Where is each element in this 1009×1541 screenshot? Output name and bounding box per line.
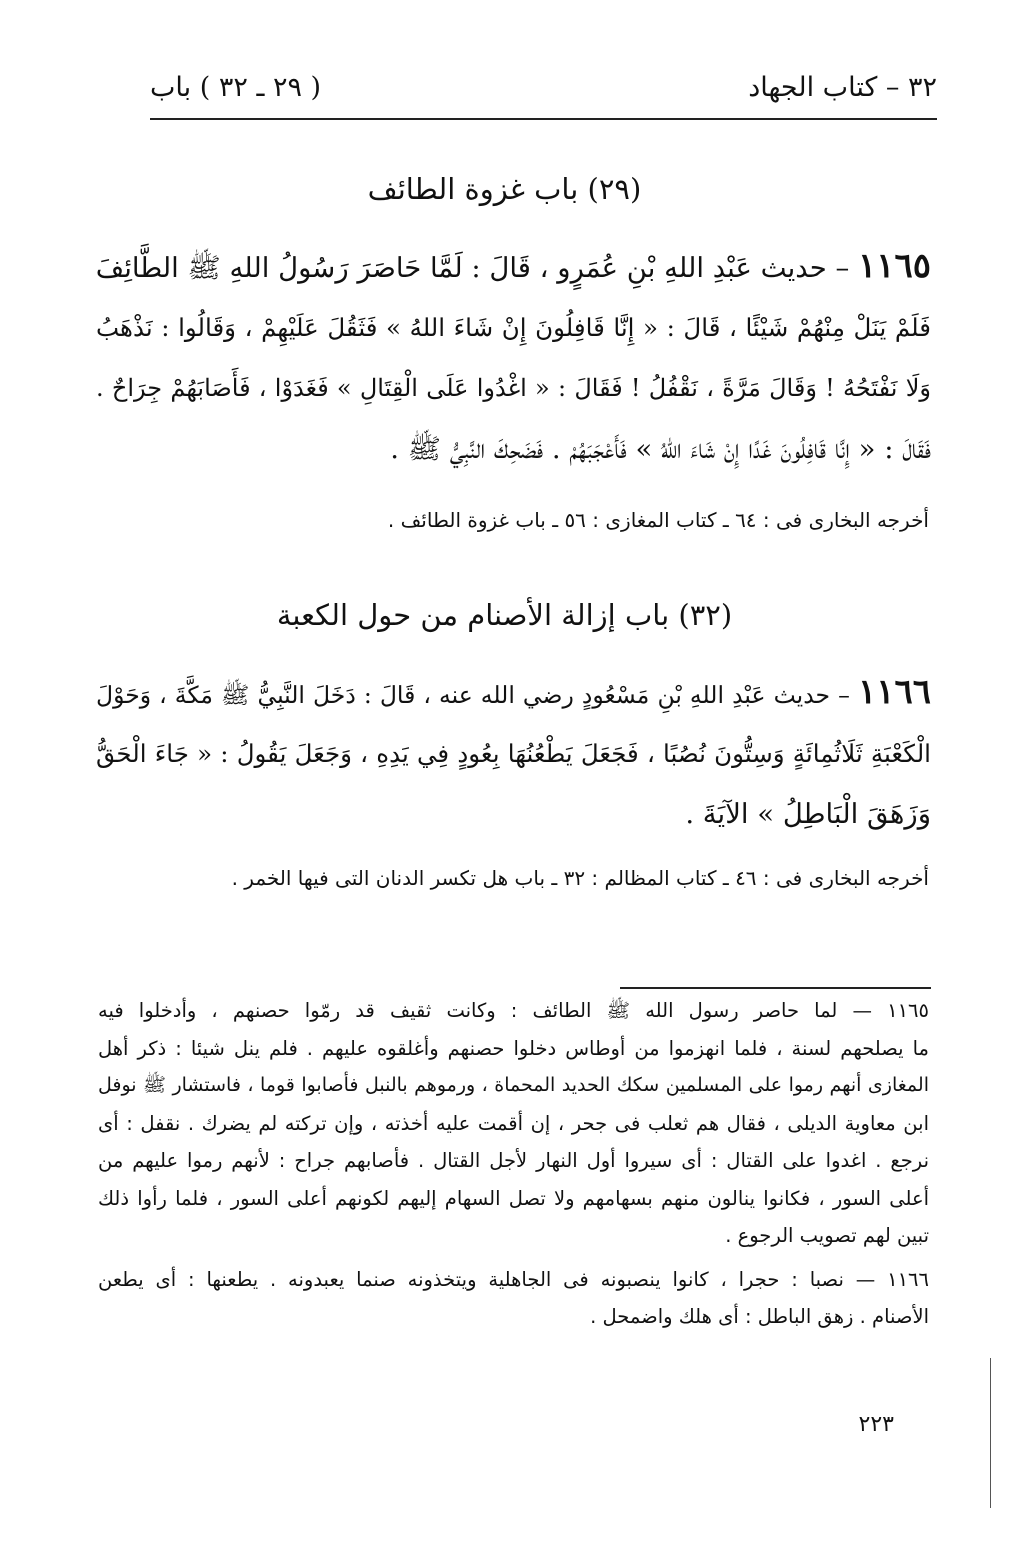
header-section-range: ( ٢٩ ـ ٣٢ ) باب <box>150 71 322 103</box>
footnote-line: أعلى السور ، فكانوا ينالون منهم بسهامهم ولا تصل السهام إليهم لكونهم أعلى السور ، فلما رأوا ذلك <box>98 1186 929 1210</box>
hadith-line: ١١٦٦ – حديث عَبْدِ اللهِ بْنِ مَسْعُودٍ رضي الله عنه ، قَالَ : دَخَلَ النَّبِيُّ ﷺ مَكَّةَ ، وَحَوْلَ <box>96 672 931 712</box>
hadith-number: ١١٦٥ <box>857 246 931 286</box>
section-title-32: (٣٢) باب إزالة الأصنام من حول الكعبة <box>276 598 733 632</box>
hadith-line: ١١٦٥ – حديث عَبْدِ اللهِ بْنِ عُمَرٍو ، قَالَ : لَمَّا حَاصَرَ رَسُولُ اللهِ ﷺ الطَّائِفَ <box>95 246 931 286</box>
footnote-line: تبين لهم تصويب الرجوع . <box>725 1224 929 1247</box>
footnote-line: ١١٦٥ — لما حاصر رسول الله ﷺ الطائف : وكانت ثقيف قد رمّوا حصنهم ، وأدخلوا فيه <box>98 999 929 1022</box>
footnote-line: ١١٦٦ — نصبا : حجرا ، كانوا ينصبونه فى الجاهلية ويتخذونه صنما يعبدونه . يطعنها : أى يطعن <box>98 1267 929 1291</box>
hadith-1165 <box>96 236 931 480</box>
header-rule <box>150 118 937 120</box>
footnote-1166 <box>98 1261 929 1336</box>
footnote-line: نرجع . اغدوا على القتال : أى سيروا أول النهار لأجل القتال . فأصابهم جراح : لأنهم رموا عليهم من <box>98 1149 929 1172</box>
hadith-line: فَقَالَ : « إِنَّا قَافِلُونَ غَدًا إِنْ شَاءَ اللهُ » فَأَعْجَبَهُمْ . فَضَحِكَ النَّبِيُّ ﷺ . <box>390 433 931 465</box>
margin-rule <box>990 1358 991 1508</box>
hadith-1166 <box>96 662 931 845</box>
hadith-line: الْكَعْبَةِ ثَلَاثُمِائَةٍ وَسِتُّونَ نُصُبًا ، فَجَعَلَ يَطْعُنُهَا بِعُودٍ فِي يَدِهِ ، وَجَعَلَ يَقُولُ : « جَاءَ الْحَقُّ <box>96 739 931 768</box>
footnote-line: الأصنام . زهق الباطل : أى هلك واضمحل . <box>590 1305 929 1328</box>
section-title-29: (٢٩) باب غزوة الطائف <box>367 172 642 206</box>
header-chapter: ٣٢ – كتاب الجهاد <box>748 71 937 103</box>
footnote-line: ما يصلحهم لسنة ، فلما انهزموا من أوطاس دخلوا حصنهم وأغلقوه عليهم . فلم ينل شيئا : ذكر أهل <box>98 1036 929 1060</box>
hadith-line: وَزَهَقَ الْبَاطِلُ » الآيَةَ . <box>685 798 931 830</box>
footnotes <box>98 992 929 1336</box>
footnote-1165 <box>98 992 929 1255</box>
hadith-source-1166: أخرجه البخارى فى : ٤٦ ـ كتاب المظالم : ٣٢ ـ باب هل تكسر الدنان التى فيها الخمر . <box>231 866 929 890</box>
footnote-rule <box>620 987 931 989</box>
hadith-source-1165: أخرجه البخارى فى : ٦٤ ـ كتاب المغازى : ٥٦ ـ باب غزوة الطائف . <box>387 508 929 532</box>
footnote-line: المغازى أنهم رموا على المسلمين سكك الحديد المحماة ، ورموهم بالنبل فأصابوا قوما ، فاستشار ﷺ نوفل <box>98 1074 929 1096</box>
page-number: ٢٢٣ <box>858 1412 894 1437</box>
running-header <box>150 62 937 112</box>
hadith-line: فَلَمْ يَنَلْ مِنْهُمْ شَيْئًا ، قَالَ : « إِنَّا قَافِلُونَ إِنْ شَاءَ اللهُ » فَثَقُلَ عَلَيْهِمْ ، وَقَالُوا : نَذْهَبُ <box>96 313 931 342</box>
hadith-number: ١١٦٦ <box>857 672 931 712</box>
hadith-line: وَلَا نَفْتَحُهُ ! وَقَالَ مَرَّةً ، نَقْفُلُ ! فَقَالَ : « اغْدُوا عَلَى الْقِتَالِ » فَغَدَوْا ، فَأَصَابَهُمْ جِرَاحٌ . <box>96 374 931 402</box>
footnote-line: ابن معاوية الديلى ، فقال هم ثعلب فى جحر ، إن أقمت عليه أخذته ، وإن تركته لم يضرك . نقفل : أى <box>98 1111 929 1135</box>
